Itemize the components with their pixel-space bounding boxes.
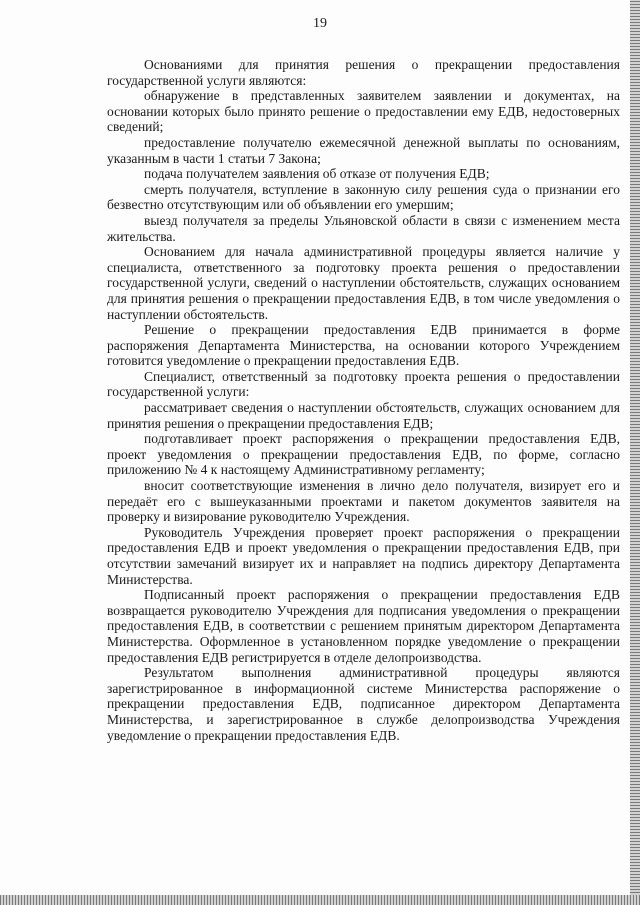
paragraph: Основанием для начала административной процедуры является наличие у специалиста, ответственного за подготовку проекта решения о предоставлении государственной услуги, сведений о наступлении обстоятельств, служащих основанием для принятия решения о прекращении предоставления ЕДВ, в том числе уведомления о наступлении обстоятельств. <box>107 244 620 322</box>
scan-edge-right <box>630 0 640 905</box>
paragraph: Подписанный проект распоряжения о прекращении предоставления ЕДВ возвращается руководителю Учреждения для подписания уведомления о прекращении предоставления ЕДВ, в соответствии с решением принятым директором Департамента Министерства. Оформленное в установленном порядке уведомление о прекращении предоставления ЕДВ регистрируется в отделе делопроизводства. <box>107 587 620 665</box>
paragraph: Решение о прекращении предоставления ЕДВ принимается в форме распоряжения Департамента Министерства, на основании которого Учреждением готовится уведомление о прекращении предоставления ЕДВ. <box>107 322 620 369</box>
page-number: 19 <box>313 16 327 31</box>
paragraph: обнаружение в представленных заявителем заявлении и документах, на основании которых было принято решение о предоставлении ему ЕДВ, недостоверных сведений; <box>107 88 620 135</box>
paragraph: рассматривает сведения о наступлении обстоятельств, служащих основанием для принятия решения о прекращении предоставления ЕДВ; <box>107 400 620 431</box>
document-body <box>107 57 620 743</box>
paragraph: Руководитель Учреждения проверяет проект распоряжения о прекращении предоставления ЕДВ и проект уведомления о прекращении предоставления ЕДВ, при отсутствии замечаний визирует их и направляет на подпись директору Департамента Министерства. <box>107 524 620 587</box>
scan-edge-bottom <box>0 895 640 905</box>
paragraph: подача получателем заявления об отказе от получения ЕДВ; <box>144 166 490 182</box>
paragraph: Специалист, ответственный за подготовку проекта решения о предоставлении государственной услуги: <box>107 368 620 400</box>
paragraph: подготавливает проект распоряжения о прекращении предоставления ЕДВ, проект уведомления о прекращении предоставления ЕДВ, по форме, согласно приложению № 4 к настоящему Административному регламенту; <box>107 431 620 478</box>
paragraph: Результатом выполнения административной процедуры являются зарегистрированное в информационной системе Министерства распоряжение о прекращении предоставления ЕДВ, подписанное директором Департамента Министерства, и зарегистрированное в службе делопроизводства Учреждения уведомление о прекращении предоставления ЕДВ. <box>107 665 620 743</box>
paragraph: предоставление получателю ежемесячной денежной выплаты по основаниям, указанным в части 1 статьи 7 Закона; <box>107 134 620 166</box>
paragraph: смерть получателя, вступление в законную силу решения суда о признании его безвестно отсутствующим или об объявлении его умершим; <box>107 181 620 213</box>
paragraph: вносит соответствующие изменения в лично дело получателя, визирует его и передаёт его с вышеуказанными проектами и пакетом документов заявителя на проверку и визирование руководителю Учреждения. <box>107 478 620 525</box>
paragraph: выезд получателя за пределы Ульяновской области в связи с изменением места жительства. <box>107 212 620 244</box>
paragraph: Основаниями для принятия решения о прекращении предоставления государственной услуги являются: <box>107 57 620 88</box>
